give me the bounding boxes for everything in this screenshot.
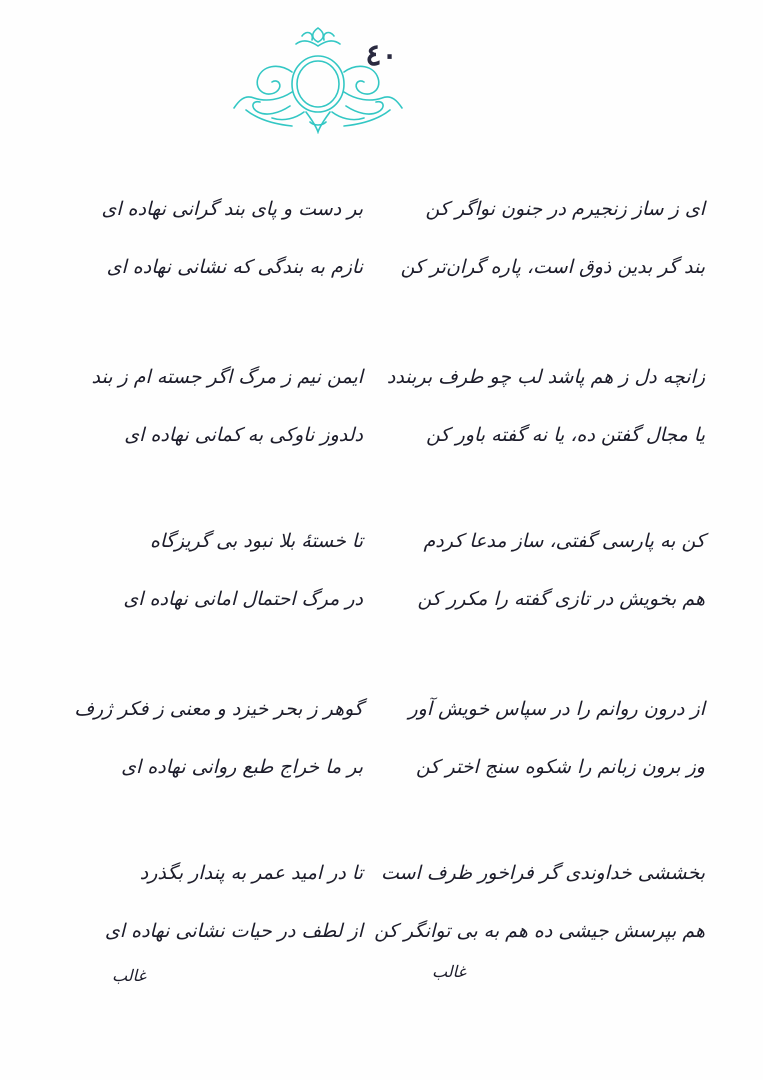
couplet-4 [0,700,763,810]
verse-right-line: وز برون زبانم را شکوه سنج اختر کن [415,756,705,778]
signature-left: غالب [112,966,146,985]
verse-right-line: هم بپرسش جیشی ده هم به بی توانگر کن [374,920,705,942]
verse-left-line: بر ما خراج طبع روانی نهاده ای [121,756,363,778]
verse-right-line: بند گر بدین ذوق است، پاره گران‌تر کن [400,256,705,278]
verse-left-line: در مرگ احتمال امانی نهاده ای [123,588,363,610]
verse-left-line: تا خستهٔ بلا نبود بی گریزگاه [149,530,363,552]
verse-left-line: از لطف در حیات نشانی نهاده ای [104,920,363,942]
verse-left-line: دلدوز ناوکی به کمانی نهاده ای [124,424,363,446]
verse-right-line: بخششی خداوندی گر فراخور ظرف است [380,862,705,884]
couplet-3 [0,532,763,642]
verse-right-line: کن به پارسی گفتی، ساز مدعا کردم [423,530,705,552]
signature-right: غالب [432,962,466,981]
verse-left-line: گوهر ز بحر خیزد و معنی ز فکر ژرف [74,698,363,720]
verse-right-line: از درون روانم را در سپاس خویش آور [408,698,705,720]
verse-right-line: ای ز ساز زنجیرم در جنون نواگر کن [425,198,705,220]
verse-right-line: زانچه دل ز هم پاشد لب چو طرف بربندد [386,366,705,388]
verse-right-line: یا مجال گفتن ده، یا نه گفته باور کن [426,424,705,446]
verse-right-line: هم بخویش در تازی گفته را مکرر کن [417,588,705,610]
verse-left-line: تا در امید عمر به پندار بگذرد [139,862,363,884]
page-number: ٤٠ [365,38,398,73]
couplet-1 [0,200,763,310]
couplet-5 [0,864,763,974]
verse-left-line: بر دست و پای بند گرانی نهاده ای [101,198,363,220]
couplet-2 [0,368,763,478]
verse-left-line: ایمن نیم ز مرگ اگر جسته ام ز بند [91,366,363,388]
verse-left-line: نازم به بندگی که نشانی نهاده ای [106,256,363,278]
